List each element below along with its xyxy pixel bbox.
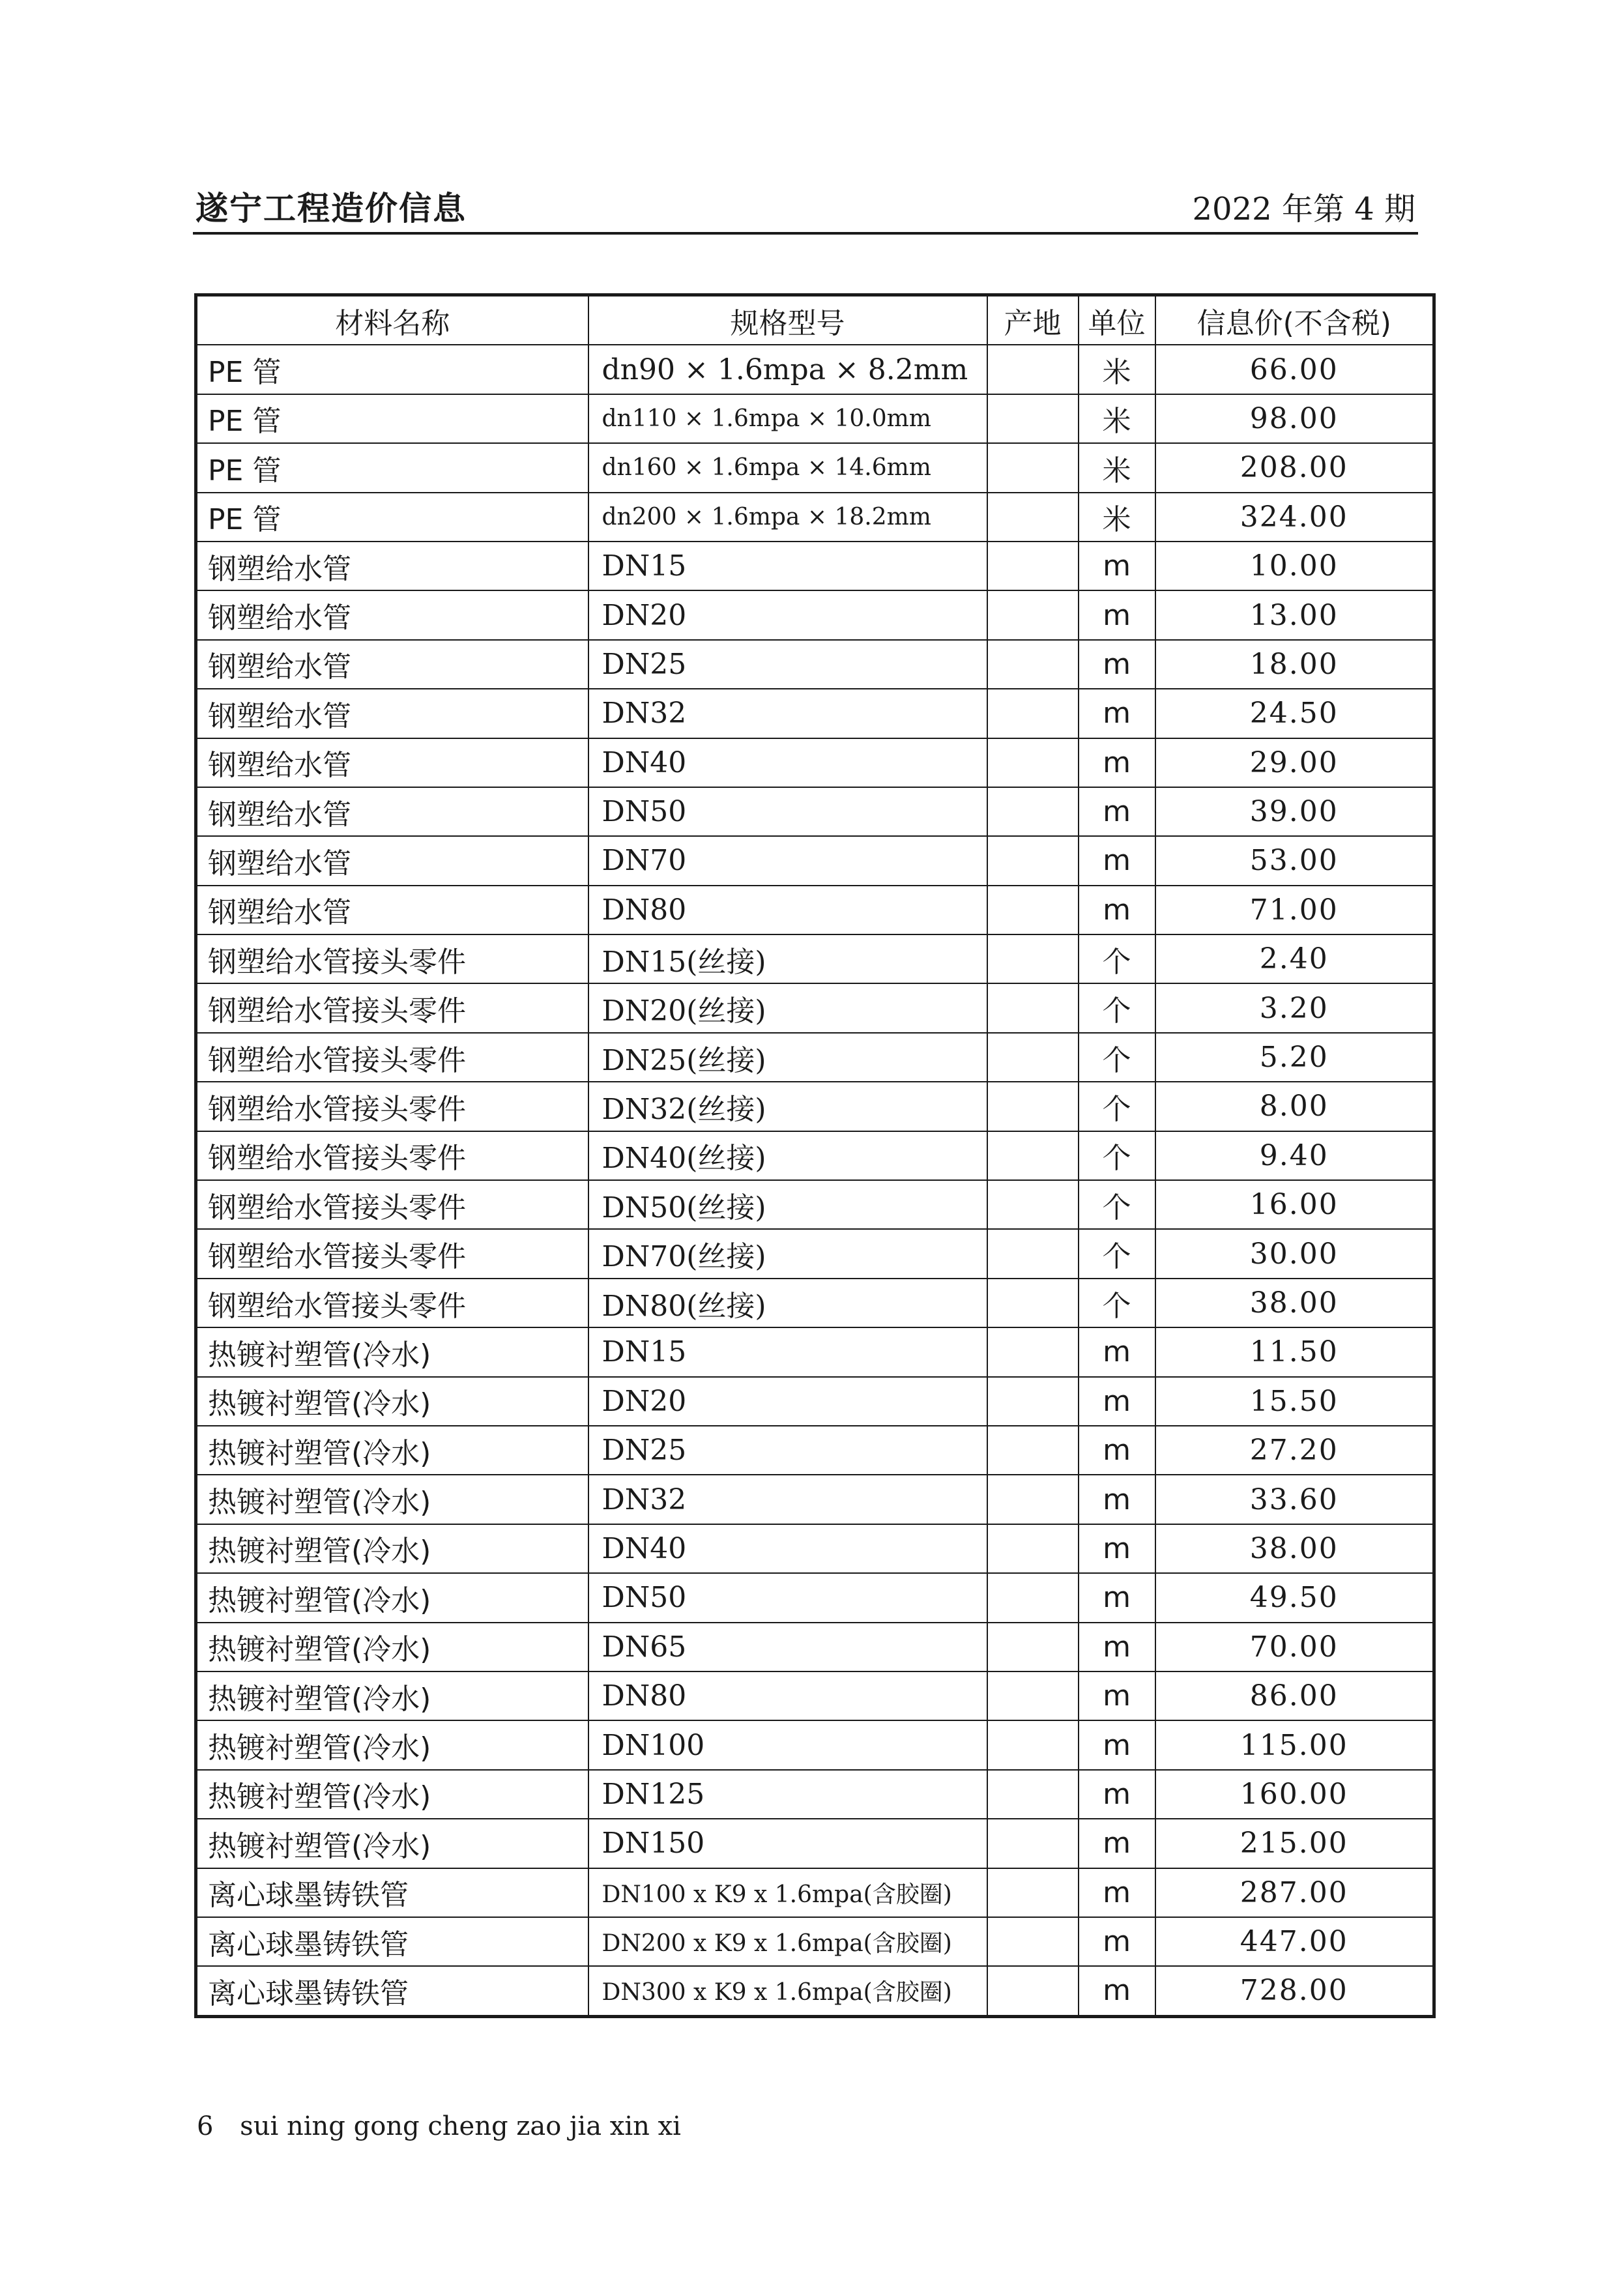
price-cell: 38.00	[1155, 1279, 1434, 1327]
table-row	[196, 1623, 1434, 1671]
unit-cell: m	[1079, 886, 1155, 934]
spec-cell: DN40	[588, 1524, 987, 1573]
unit-cell: m	[1079, 1720, 1155, 1769]
material-name-cell: 钢塑给水管	[196, 640, 588, 689]
spec-cell: DN25(丝接)	[588, 1033, 987, 1082]
price-cell: 86.00	[1155, 1671, 1434, 1720]
price-cell: 38.00	[1155, 1524, 1434, 1573]
unit-cell: m	[1079, 1819, 1155, 1868]
spec-cell: DN50	[588, 1573, 987, 1622]
table-row	[196, 1720, 1434, 1769]
origin-cell	[987, 1475, 1079, 1524]
table-row	[196, 1573, 1434, 1622]
price-cell: 3.20	[1155, 983, 1434, 1032]
price-cell: 66.00	[1155, 345, 1434, 394]
table-row	[196, 1327, 1434, 1376]
origin-cell	[987, 1279, 1079, 1327]
table-row	[196, 1033, 1434, 1082]
price-cell: 18.00	[1155, 640, 1434, 689]
origin-cell	[987, 394, 1079, 443]
material-name-cell: 热镀衬塑管(冷水)	[196, 1819, 588, 1868]
material-name-cell: 热镀衬塑管(冷水)	[196, 1327, 588, 1376]
material-name-cell: 热镀衬塑管(冷水)	[196, 1720, 588, 1769]
table-row	[196, 836, 1434, 885]
unit-cell: 米	[1079, 493, 1155, 542]
price-cell: 24.50	[1155, 689, 1434, 738]
material-name-cell: 钢塑给水管接头零件	[196, 1279, 588, 1327]
unit-cell: 个	[1079, 1180, 1155, 1229]
price-cell: 71.00	[1155, 886, 1434, 934]
spec-cell: DN25	[588, 1426, 987, 1475]
origin-cell	[987, 542, 1079, 590]
unit-cell: 个	[1079, 1229, 1155, 1278]
price-cell: 53.00	[1155, 836, 1434, 885]
unit-cell: m	[1079, 1770, 1155, 1819]
price-cell: 49.50	[1155, 1573, 1434, 1622]
column-header-unit: 单位	[1079, 295, 1155, 345]
unit-cell: m	[1079, 1868, 1155, 1917]
header-rule	[193, 232, 1418, 235]
table-row	[196, 394, 1434, 443]
page-footer	[197, 2111, 681, 2141]
table-row	[196, 886, 1434, 934]
material-name-cell: PE 管	[196, 443, 588, 492]
unit-cell: 米	[1079, 443, 1155, 492]
material-name-cell: 钢塑给水管	[196, 590, 588, 639]
material-name-cell: 钢塑给水管接头零件	[196, 934, 588, 983]
origin-cell	[987, 1819, 1079, 1868]
price-cell: 5.20	[1155, 1033, 1434, 1082]
origin-cell	[987, 590, 1079, 639]
unit-cell: m	[1079, 640, 1155, 689]
unit-cell: m	[1079, 1377, 1155, 1426]
spec-cell: DN25	[588, 640, 987, 689]
material-name-cell: 离心球墨铸铁管	[196, 1917, 588, 1966]
origin-cell	[987, 1770, 1079, 1819]
price-cell: 70.00	[1155, 1623, 1434, 1671]
material-name-cell: 钢塑给水管接头零件	[196, 1131, 588, 1180]
price-cell: 160.00	[1155, 1770, 1434, 1819]
spec-cell: DN32	[588, 1475, 987, 1524]
price-cell: 13.00	[1155, 590, 1434, 639]
table-row	[196, 1671, 1434, 1720]
spec-cell: DN20	[588, 1377, 987, 1426]
column-header-spec: 规格型号	[588, 295, 987, 345]
origin-cell	[987, 1327, 1079, 1376]
unit-cell: 个	[1079, 1082, 1155, 1131]
price-cell: 2.40	[1155, 934, 1434, 983]
origin-cell	[987, 640, 1079, 689]
spec-cell: DN20	[588, 590, 987, 639]
origin-cell	[987, 493, 1079, 542]
origin-cell	[987, 836, 1079, 885]
table-row	[196, 934, 1434, 983]
spec-cell: dn110 × 1.6mpa × 10.0mm	[588, 394, 987, 443]
spec-cell: DN40(丝接)	[588, 1131, 987, 1180]
unit-cell: m	[1079, 1327, 1155, 1376]
table-row	[196, 542, 1434, 590]
origin-cell	[987, 1377, 1079, 1426]
unit-cell: m	[1079, 1573, 1155, 1622]
origin-cell	[987, 1573, 1079, 1622]
spec-cell: DN50(丝接)	[588, 1180, 987, 1229]
price-cell: 9.40	[1155, 1131, 1434, 1180]
table-body	[196, 345, 1434, 2016]
unit-cell: 个	[1079, 983, 1155, 1032]
material-name-cell: 离心球墨铸铁管	[196, 1868, 588, 1917]
origin-cell	[987, 345, 1079, 394]
unit-cell: m	[1079, 836, 1155, 885]
spec-cell: DN50	[588, 787, 987, 836]
price-cell: 324.00	[1155, 493, 1434, 542]
unit-cell: 个	[1079, 1279, 1155, 1327]
price-cell: 728.00	[1155, 1966, 1434, 2016]
origin-cell	[987, 787, 1079, 836]
spec-cell: DN100	[588, 1720, 987, 1769]
spec-cell: dn160 × 1.6mpa × 14.6mm	[588, 443, 987, 492]
table-row	[196, 640, 1434, 689]
price-cell: 287.00	[1155, 1868, 1434, 1917]
material-name-cell: 钢塑给水管	[196, 886, 588, 934]
table-row	[196, 689, 1434, 738]
origin-cell	[987, 1426, 1079, 1475]
material-name-cell: 钢塑给水管接头零件	[196, 983, 588, 1032]
unit-cell: 个	[1079, 934, 1155, 983]
material-name-cell: 热镀衬塑管(冷水)	[196, 1770, 588, 1819]
origin-cell	[987, 689, 1079, 738]
spec-cell: DN40	[588, 738, 987, 787]
unit-cell: m	[1079, 689, 1155, 738]
price-cell: 11.50	[1155, 1327, 1434, 1376]
table-header-row	[196, 295, 1434, 345]
table-row	[196, 1819, 1434, 1868]
table-row	[196, 590, 1434, 639]
table-row	[196, 1868, 1434, 1917]
material-price-table	[194, 293, 1436, 2018]
table-row	[196, 1229, 1434, 1278]
footer-pinyin: sui ning gong cheng zao jia xin xi	[240, 2111, 681, 2141]
origin-cell	[987, 1623, 1079, 1671]
spec-cell: DN15	[588, 1327, 987, 1376]
publication-title: 遂宁工程造价信息	[196, 190, 467, 227]
price-cell: 27.20	[1155, 1426, 1434, 1475]
material-name-cell: 钢塑给水管接头零件	[196, 1082, 588, 1131]
unit-cell: m	[1079, 787, 1155, 836]
unit-cell: m	[1079, 738, 1155, 787]
table-row	[196, 1770, 1434, 1819]
table-row	[196, 1082, 1434, 1131]
price-cell: 15.50	[1155, 1377, 1434, 1426]
issue-number: 2022 年第 4 期	[1192, 191, 1415, 227]
table-row	[196, 1180, 1434, 1229]
unit-cell: m	[1079, 1524, 1155, 1573]
column-header-origin: 产地	[987, 295, 1079, 345]
unit-cell: 米	[1079, 394, 1155, 443]
table-row	[196, 983, 1434, 1032]
material-name-cell: 钢塑给水管接头零件	[196, 1229, 588, 1278]
origin-cell	[987, 1229, 1079, 1278]
column-header-material-name: 材料名称	[196, 295, 588, 345]
table-row	[196, 738, 1434, 787]
price-cell: 33.60	[1155, 1475, 1434, 1524]
material-name-cell: 热镀衬塑管(冷水)	[196, 1475, 588, 1524]
material-name-cell: 热镀衬塑管(冷水)	[196, 1623, 588, 1671]
material-name-cell: 钢塑给水管	[196, 542, 588, 590]
unit-cell: m	[1079, 1426, 1155, 1475]
table-row	[196, 1966, 1434, 2016]
spec-cell: DN200 x K9 x 1.6mpa(含胶圈)	[588, 1917, 987, 1966]
origin-cell	[987, 1917, 1079, 1966]
material-name-cell: 钢塑给水管	[196, 738, 588, 787]
origin-cell	[987, 1868, 1079, 1917]
spec-cell: dn200 × 1.6mpa × 18.2mm	[588, 493, 987, 542]
spec-cell: DN15(丝接)	[588, 934, 987, 983]
material-name-cell: 钢塑给水管	[196, 836, 588, 885]
table-row	[196, 1131, 1434, 1180]
unit-cell: 个	[1079, 1131, 1155, 1180]
spec-cell: DN20(丝接)	[588, 983, 987, 1032]
unit-cell: 个	[1079, 1033, 1155, 1082]
origin-cell	[987, 934, 1079, 983]
unit-cell: m	[1079, 1671, 1155, 1720]
origin-cell	[987, 1033, 1079, 1082]
price-cell: 29.00	[1155, 738, 1434, 787]
material-name-cell: PE 管	[196, 345, 588, 394]
origin-cell	[987, 1671, 1079, 1720]
price-cell: 30.00	[1155, 1229, 1434, 1278]
table-row	[196, 1279, 1434, 1327]
table-row	[196, 1475, 1434, 1524]
table-row	[196, 1524, 1434, 1573]
price-cell: 10.00	[1155, 542, 1434, 590]
unit-cell: m	[1079, 1917, 1155, 1966]
material-name-cell: 钢塑给水管	[196, 787, 588, 836]
origin-cell	[987, 1180, 1079, 1229]
material-name-cell: PE 管	[196, 394, 588, 443]
spec-cell: DN15	[588, 542, 987, 590]
spec-cell: DN32(丝接)	[588, 1082, 987, 1131]
column-header-price: 信息价(不含税)	[1155, 295, 1434, 345]
material-name-cell: 热镀衬塑管(冷水)	[196, 1671, 588, 1720]
spec-cell: dn90 × 1.6mpa × 8.2mm	[588, 345, 987, 394]
table-row	[196, 787, 1434, 836]
material-name-cell: 离心球墨铸铁管	[196, 1966, 588, 2016]
page-number: 6	[197, 2111, 214, 2141]
unit-cell: m	[1079, 590, 1155, 639]
material-name-cell: PE 管	[196, 493, 588, 542]
spec-cell: DN300 x K9 x 1.6mpa(含胶圈)	[588, 1966, 987, 2016]
material-name-cell: 热镀衬塑管(冷水)	[196, 1426, 588, 1475]
table-row	[196, 1426, 1434, 1475]
spec-cell: DN100 x K9 x 1.6mpa(含胶圈)	[588, 1868, 987, 1917]
table-row	[196, 493, 1434, 542]
spec-cell: DN80	[588, 886, 987, 934]
spec-cell: DN32	[588, 689, 987, 738]
unit-cell: m	[1079, 1623, 1155, 1671]
price-cell: 115.00	[1155, 1720, 1434, 1769]
table-row	[196, 1377, 1434, 1426]
unit-cell: m	[1079, 542, 1155, 590]
origin-cell	[987, 1966, 1079, 2016]
table-row	[196, 1917, 1434, 1966]
unit-cell: 米	[1079, 345, 1155, 394]
origin-cell	[987, 738, 1079, 787]
price-cell: 98.00	[1155, 394, 1434, 443]
origin-cell	[987, 1082, 1079, 1131]
spec-cell: DN65	[588, 1623, 987, 1671]
material-name-cell: 钢塑给水管接头零件	[196, 1180, 588, 1229]
unit-cell: m	[1079, 1966, 1155, 2016]
spec-cell: DN70(丝接)	[588, 1229, 987, 1278]
price-cell: 8.00	[1155, 1082, 1434, 1131]
origin-cell	[987, 1524, 1079, 1573]
spec-cell: DN125	[588, 1770, 987, 1819]
price-cell: 208.00	[1155, 443, 1434, 492]
origin-cell	[987, 1131, 1079, 1180]
price-cell: 16.00	[1155, 1180, 1434, 1229]
material-name-cell: 热镀衬塑管(冷水)	[196, 1573, 588, 1622]
material-name-cell: 热镀衬塑管(冷水)	[196, 1377, 588, 1426]
unit-cell: m	[1079, 1475, 1155, 1524]
spec-cell: DN70	[588, 836, 987, 885]
origin-cell	[987, 886, 1079, 934]
price-cell: 447.00	[1155, 1917, 1434, 1966]
price-cell: 39.00	[1155, 787, 1434, 836]
material-name-cell: 钢塑给水管接头零件	[196, 1033, 588, 1082]
material-name-cell: 钢塑给水管	[196, 689, 588, 738]
origin-cell	[987, 983, 1079, 1032]
price-cell: 215.00	[1155, 1819, 1434, 1868]
origin-cell	[987, 443, 1079, 492]
spec-cell: DN80	[588, 1671, 987, 1720]
origin-cell	[987, 1720, 1079, 1769]
material-name-cell: 热镀衬塑管(冷水)	[196, 1524, 588, 1573]
table-row	[196, 443, 1434, 492]
spec-cell: DN150	[588, 1819, 987, 1868]
table-row	[196, 345, 1434, 394]
spec-cell: DN80(丝接)	[588, 1279, 987, 1327]
